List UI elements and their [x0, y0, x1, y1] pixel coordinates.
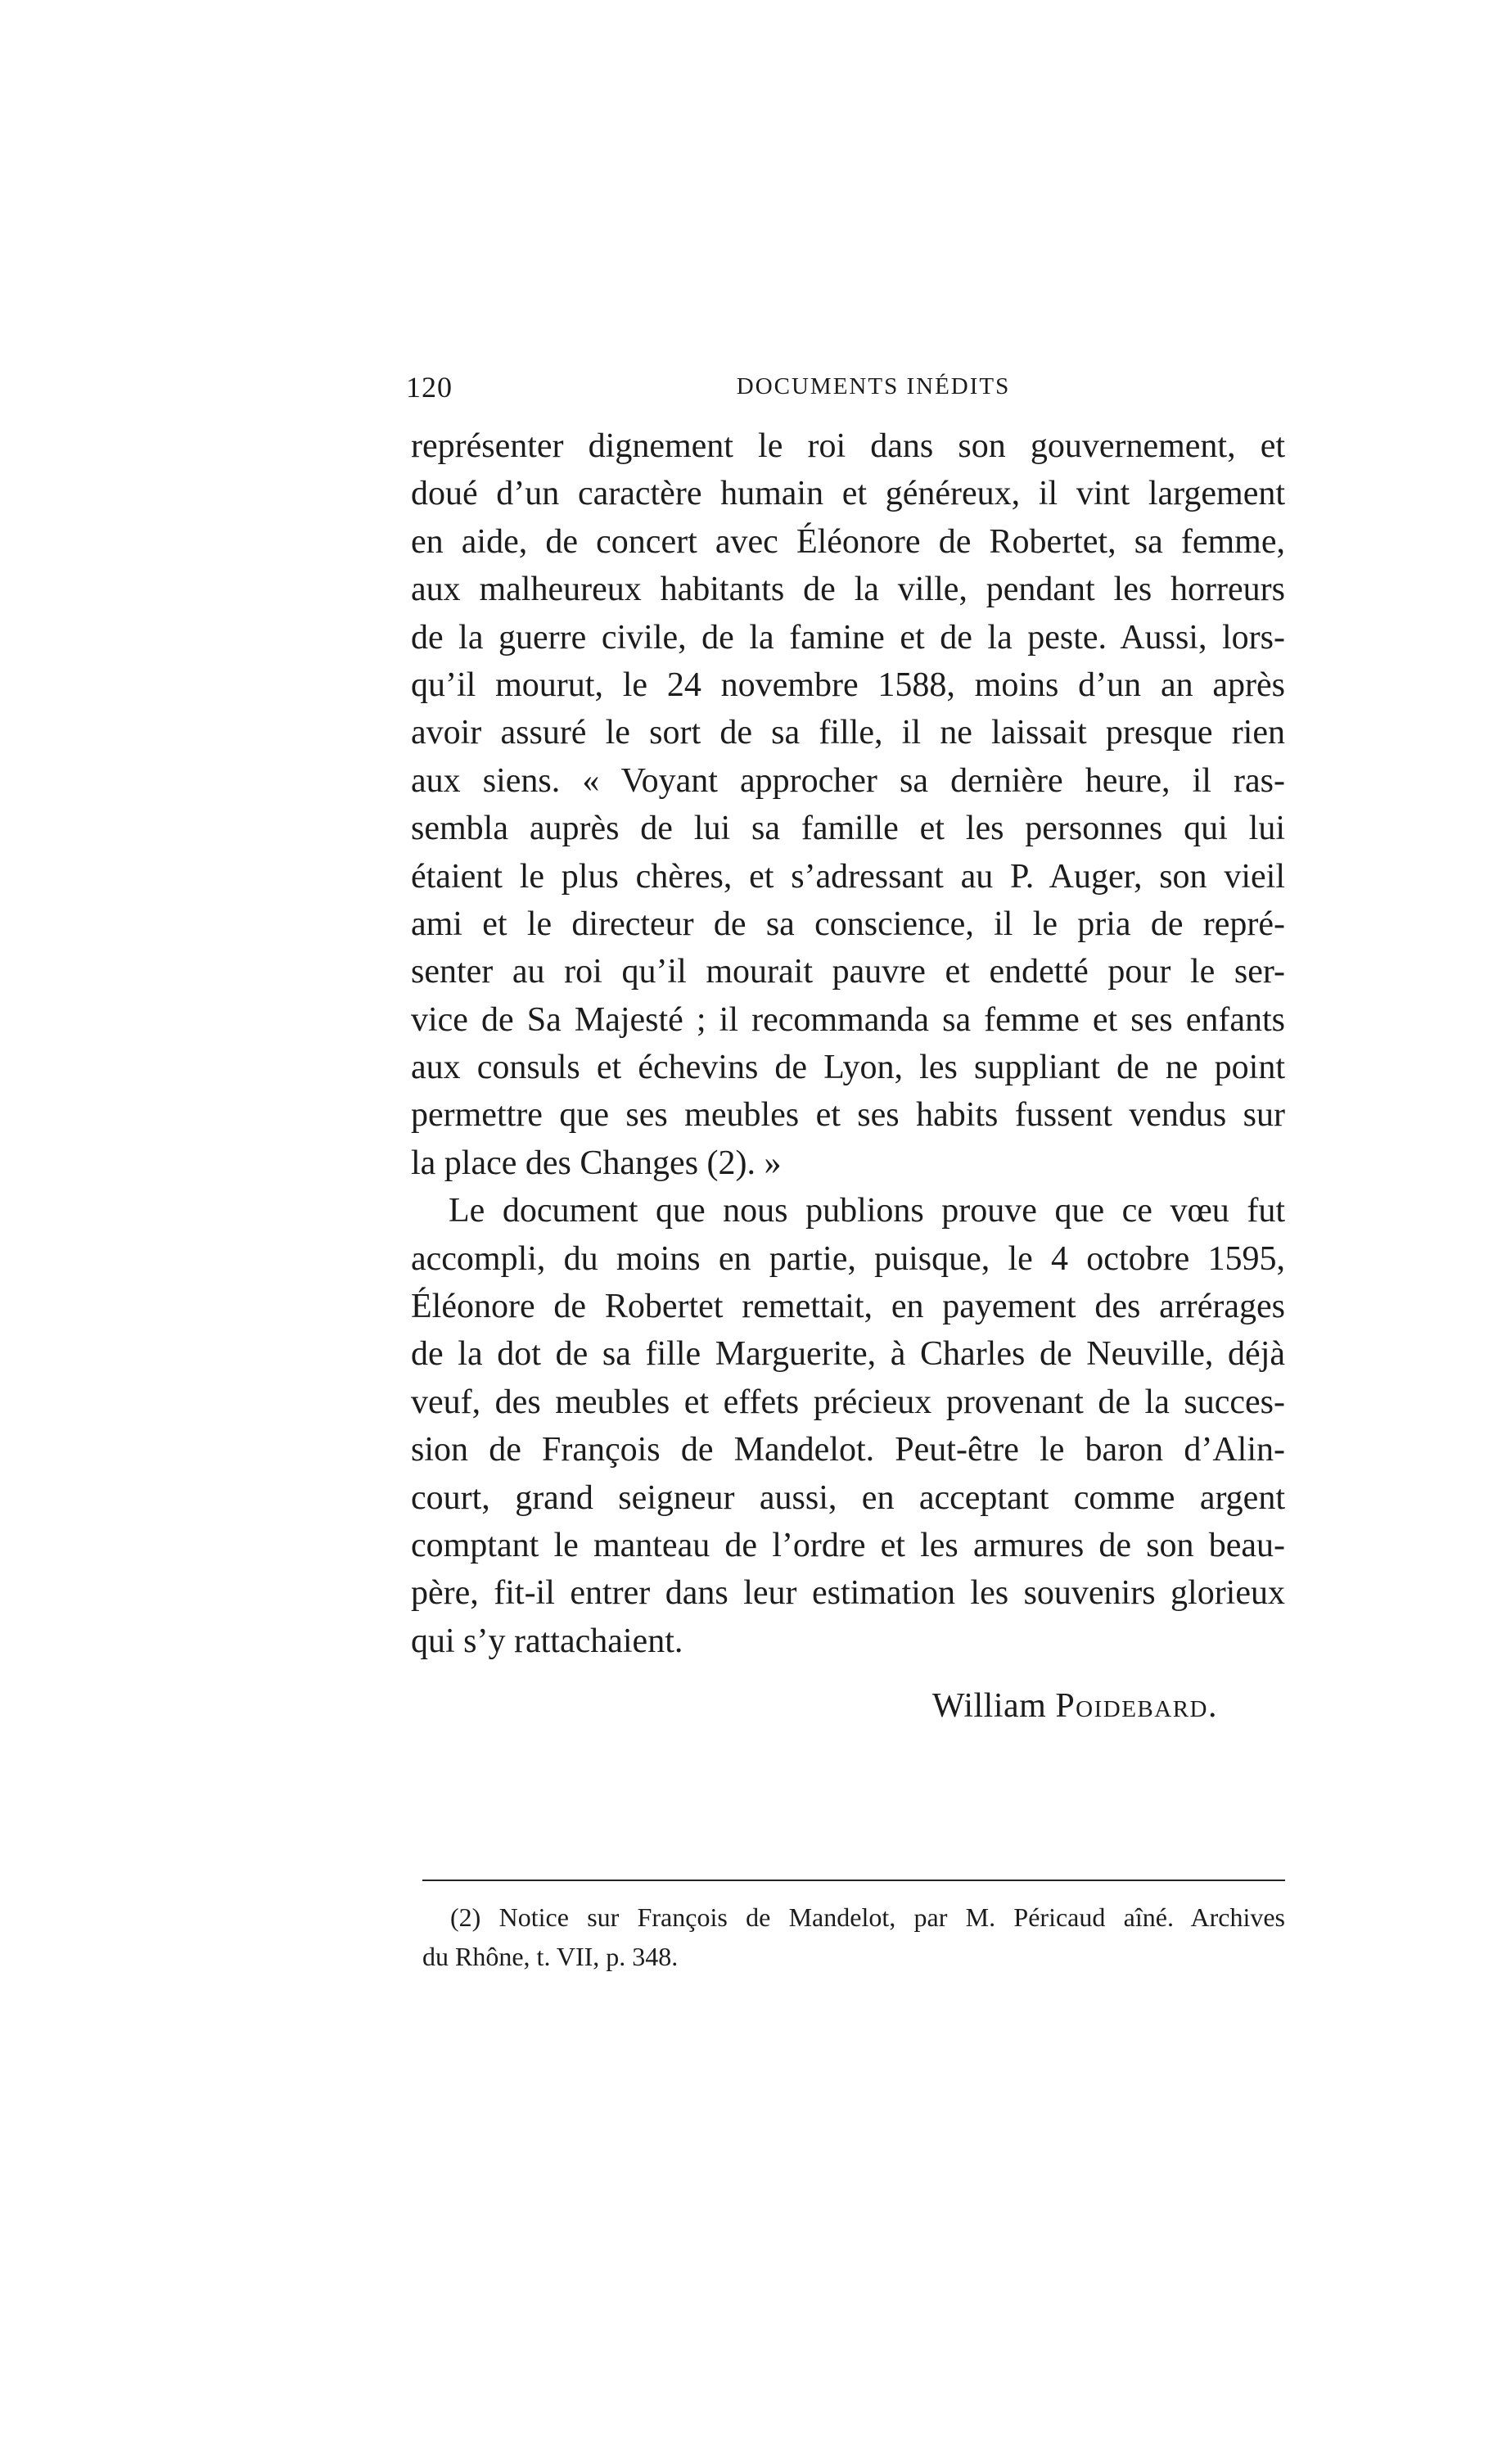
- author-signature: [932, 1686, 1218, 1726]
- text-line: de la dot de sa fille Marguerite, à Charles de Neuville, déjà: [411, 1335, 1285, 1374]
- text-line: qui s’y rattachaient.: [411, 1622, 683, 1660]
- text-line: ami et le directeur de sa conscience, il le pria de repré-: [411, 905, 1285, 943]
- text-line: étaient le plus chères, et s’adressant au P. Auger, son vieil: [411, 857, 1285, 896]
- author-first-name: William: [931, 1687, 1047, 1725]
- text-line: père, fit-il entrer dans leur estimation les souvenirs glorieux: [411, 1574, 1285, 1613]
- footnote-line: (2) Notice sur François de Mandelot, par M. Péricaud aîné. Archives: [450, 1902, 1285, 1932]
- text-line: aux siens. « Voyant approcher sa dernière heure, il ras-: [411, 761, 1285, 800]
- text-line: en aide, de concert avec Éléonore de Robertet, sa femme,: [411, 522, 1285, 561]
- text-line: qu’il mourut, le 24 novembre 1588, moins d’un an après: [411, 666, 1285, 704]
- text-line: sembla auprès de lui sa famille et les personnes qui lui: [411, 810, 1285, 848]
- body-text: [411, 422, 1285, 1665]
- text-line: doué d’un caractère humain et généreux, il vint largement: [411, 475, 1285, 513]
- text-line: comptant le manteau de l’ordre et les armures de son beau-: [411, 1526, 1285, 1564]
- text-line: veuf, des meubles et effets précieux provenant de la succes-: [411, 1383, 1285, 1421]
- text-line: aux consuls et échevins de Lyon, les suppliant de ne point: [411, 1049, 1285, 1087]
- text-line: de la guerre civile, de la famine et de la peste. Aussi, lors-: [411, 618, 1285, 657]
- text-line: senter au roi qu’il mourait pauvre et endetté pour le ser-: [411, 953, 1285, 991]
- paragraph-start-line: Le document que nous publions prouve que ce vœu fut: [449, 1192, 1285, 1230]
- text-line: aux malheureux habitants de la ville, pendant les horreurs: [411, 571, 1285, 609]
- text-line: Éléonore de Robertet remettait, en payement des arrérages: [411, 1288, 1285, 1326]
- text-line: sion de François de Mandelot. Peut-être le baron d’Alin-: [411, 1431, 1285, 1469]
- text-line: représenter dignement le roi dans son gouvernement, et: [411, 427, 1285, 465]
- text-line: accompli, du moins en partie, puisque, le 4 octobre 1595,: [411, 1239, 1285, 1278]
- text-line: vice de Sa Majesté ; il recommanda sa femme et ses enfants: [411, 1000, 1285, 1039]
- footnote-line: du Rhône, t. VII, p. 348.: [422, 1942, 679, 1971]
- text-line: avoir assuré le sort de sa fille, il ne laissait presque rien: [411, 714, 1285, 752]
- text-line: la place des Changes (2). »: [411, 1144, 782, 1182]
- running-title: DOCUMENTS INÉDITS: [736, 373, 1011, 399]
- footnote-divider: [422, 1880, 1285, 1881]
- footnote: [422, 1898, 1285, 1976]
- running-head: [406, 370, 1292, 406]
- page-number: 120: [406, 371, 453, 404]
- text-line: permettre que ses meubles et ses habits fussent vendus sur: [411, 1096, 1285, 1135]
- author-last-name: Poidebard.: [1055, 1687, 1218, 1725]
- text-line: court, grand seigneur aussi, en acceptant comme argent: [411, 1478, 1285, 1517]
